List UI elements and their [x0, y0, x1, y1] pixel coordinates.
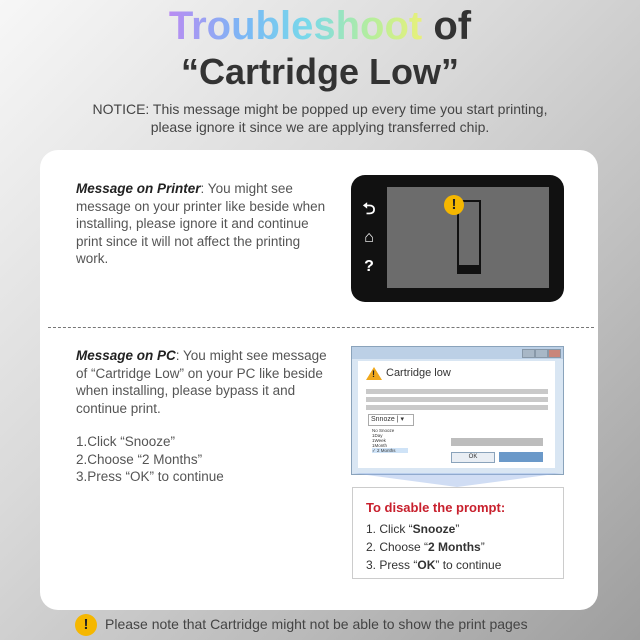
notice-text: NOTICE: This message might be popped up every time you start printing, please ignore it since we are applying transferred chip.: [92, 101, 548, 135]
minimize-icon[interactable]: [522, 349, 535, 358]
snooze-option[interactable]: 1Day: [372, 433, 383, 438]
snooze-option[interactable]: 1Month: [372, 443, 388, 448]
callout-step-bold: 2 Months: [428, 540, 481, 554]
dialog-title: Cartridge low: [386, 367, 451, 379]
dialog-text-line: [366, 405, 548, 410]
cartridge-level: [459, 265, 479, 272]
close-icon[interactable]: [548, 349, 561, 358]
pc-message-body: : You might see message of “Cartridge Low” on your PC like beside when installing, please bypass it and continue print.: [76, 348, 327, 416]
snooze-dropdown[interactable]: Snnoze | ▾: [368, 414, 414, 426]
callout-step-text: ”: [455, 522, 460, 536]
snooze-dropdown-label: Snnoze: [371, 416, 395, 423]
section-divider: [48, 327, 594, 328]
callout-step-text: 1. Click “: [366, 522, 413, 536]
info-warning-icon: !: [75, 614, 97, 636]
callout-pointer: [352, 473, 562, 487]
dialog-text-line: [366, 389, 548, 394]
printer-screen: [387, 187, 549, 288]
title-word-troubleshoot: Troubleshoot: [168, 4, 423, 48]
back-icon: ⮌: [362, 201, 376, 218]
page-title-line1: [0, 2, 640, 50]
printer-display: [351, 175, 564, 302]
pc-message-heading: Message on PC: [76, 348, 176, 363]
dialog-text-line: [366, 397, 548, 402]
callout-step-bold: Snooze: [412, 522, 456, 536]
bottom-note-text: Please note that Cartridge might not be able to show the print pages: [105, 616, 528, 632]
callout-step-text: 3. Press “: [366, 558, 418, 572]
callout-step-bold: OK: [417, 558, 436, 572]
pc-step-2: 2.Choose “2 Months”: [76, 451, 203, 467]
dialog-titlebar: [352, 347, 563, 359]
maximize-icon[interactable]: [535, 349, 548, 358]
ok-button[interactable]: OK: [451, 452, 495, 463]
pc-step-3: 3.Press “OK” to continue: [76, 469, 224, 484]
help-icon: ?: [364, 258, 374, 275]
snooze-options: [372, 428, 408, 453]
snooze-option[interactable]: 1Week: [372, 438, 386, 443]
pc-message-text: [76, 347, 331, 417]
snooze-option-selected[interactable]: ✓ 2 Months: [372, 448, 408, 453]
dialog-placeholder-bar: [451, 438, 543, 446]
callout-step-text: 2. Choose “: [366, 540, 429, 554]
pc-step-1: 1.Click “Snooze”: [76, 434, 176, 449]
callout-step-3: [366, 558, 501, 572]
page-title-line2: “Cartridge Low”: [180, 51, 459, 92]
snooze-option[interactable]: No Snooze: [372, 428, 395, 433]
home-icon: ⌂: [364, 229, 374, 246]
disable-prompt-callout: [352, 487, 564, 579]
callout-step-1: [366, 522, 459, 536]
printer-message-body: : You might see message on your printer like beside when installing, please ignore it and continue print since it will not affect the printing work.: [76, 181, 326, 266]
callout-step-2: [366, 540, 485, 554]
callout-step-text: ”: [480, 540, 485, 554]
secondary-button[interactable]: [499, 452, 543, 462]
title-word-of: of: [433, 4, 472, 48]
callout-title: To disable the prompt:: [366, 500, 506, 515]
printer-message-text: [76, 180, 331, 268]
warning-icon: !: [444, 195, 464, 215]
dialog-body: [358, 361, 555, 468]
bottom-note: [75, 612, 635, 636]
cartridge-low-dialog: [351, 346, 564, 475]
pc-steps: [76, 433, 331, 486]
callout-step-text: ” to continue: [435, 558, 502, 572]
warning-mark: !: [372, 369, 375, 379]
printer-message-heading: Message on Printer: [76, 181, 201, 196]
